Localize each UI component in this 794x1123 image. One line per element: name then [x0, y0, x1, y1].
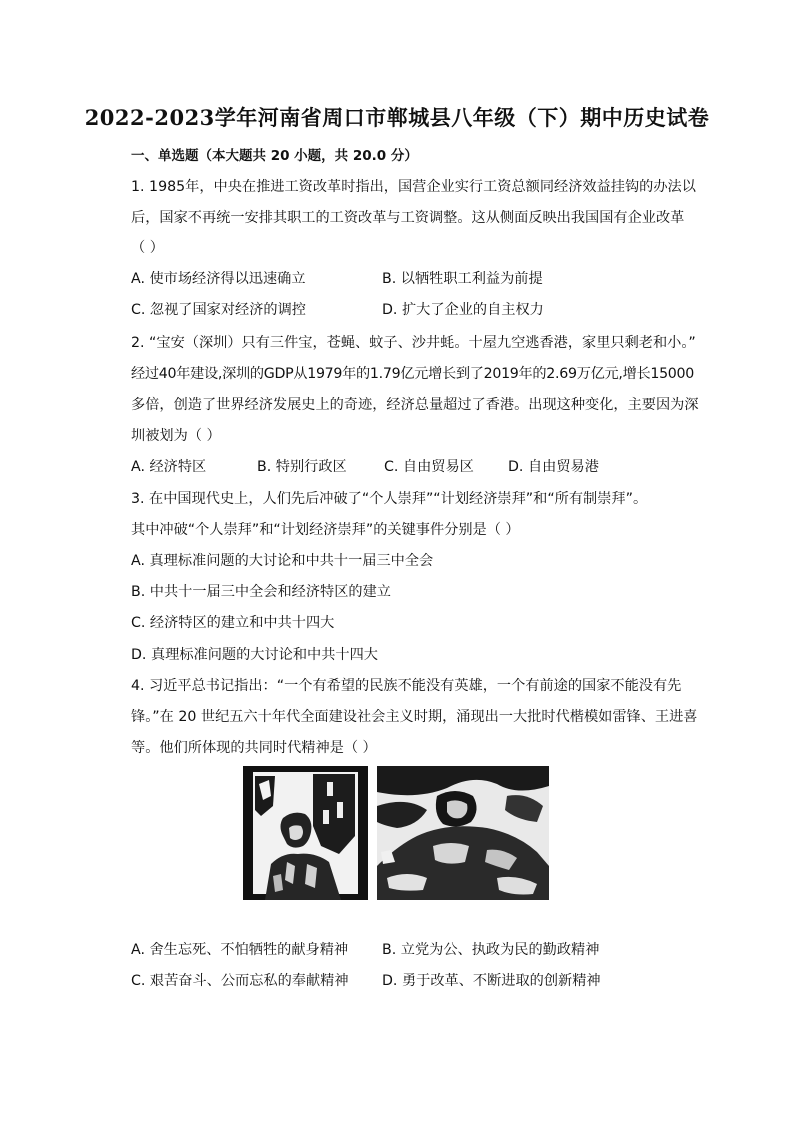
q2-option-c[interactable]: C. 自由贸易区 [384, 459, 474, 475]
q4-line-1: 4. 习近平总书记指出：“一个有希望的民族不能没有英雄，一个有前途的国家不能没有先 [131, 678, 682, 694]
q4-option-a[interactable]: A. 舍生忘死、不怕牺牲的献身精神 [131, 942, 349, 958]
q3-line-1: 3. 在中国现代史上，人们先后冲破了“个人崇拜”“计划经济崇拜”和“所有制崇拜”。 [131, 491, 648, 507]
q2-option-a[interactable]: A. 经济特区 [131, 459, 207, 475]
q1-option-c[interactable]: C. 忽视了国家对经济的调控 [131, 302, 306, 318]
q1-line-3: （ ） [131, 240, 164, 256]
q4-option-c[interactable]: C. 艰苦奋斗、公而忘私的奉献精神 [131, 973, 349, 989]
q3-option-d[interactable]: D. 真理标准问题的大讨论和中共十四大 [131, 647, 378, 663]
q2-line-2: 经过40年建设,深圳的GDP从1979年的1.79亿元增长到了2019年的2.69万亿元,增长15000 [131, 366, 694, 382]
q2-line-3: 多倍，创造了世界经济发展史上的奇迹，经济总量超过了香港。出现这种变化，主要因为深 [131, 397, 699, 413]
q1-line-2: 后，国家不再统一安排其职工的工资改革与工资调整。这从侧面反映出我国国有企业改革 [131, 210, 685, 226]
q2-option-b[interactable]: B. 特别行政区 [257, 459, 347, 475]
q3-option-b[interactable]: B. 中共十一届三中全会和经济特区的建立 [131, 584, 391, 600]
worker-photo [377, 766, 549, 900]
q1-option-b[interactable]: B. 以牺牲职工利益为前提 [382, 271, 543, 287]
section-heading: 一、单选题（本大题共 20 小题，共 20.0 分） [131, 148, 418, 164]
page-title: 2022-2023学年河南省周口市郸城县八年级（下）期中历史试卷 [84, 105, 710, 130]
q4-line-2: 锋。”在 20 世纪五六十年代全面建设社会主义时期，涌现出一大批时代楷模如雷锋、王进喜 [131, 709, 698, 725]
q4-option-b[interactable]: B. 立党为公、执政为民的勤政精神 [382, 942, 600, 958]
portrait-photo [243, 766, 368, 900]
q3-option-c[interactable]: C. 经济特区的建立和中共十四大 [131, 615, 335, 631]
q3-option-a[interactable]: A. 真理标准问题的大讨论和中共十一届三中全会 [131, 553, 434, 569]
q2-line-4: 圳被划为（ ） [131, 428, 221, 444]
q2-line-1: 2. “宝安（深圳）只有三件宝，苍蝇、蚊子、沙井蚝。十屋九空逃香港，家里只剩老和小。” [131, 335, 696, 351]
q1-option-a[interactable]: A. 使市场经济得以迅速确立 [131, 271, 306, 287]
q1-line-1: 1. 1985年，中央在推进工资改革时指出，国营企业实行工资总额同经济效益挂钩的办法以 [131, 179, 696, 195]
q4-option-d[interactable]: D. 勇于改革、不断进取的创新精神 [382, 973, 601, 989]
q3-line-2: 其中冲破“个人崇拜”和“计划经济崇拜”的关键事件分别是（ ） [131, 522, 520, 538]
q1-option-d[interactable]: D. 扩大了企业的自主权力 [382, 302, 544, 318]
q4-line-3: 等。他们所体现的共同时代精神是（ ） [131, 740, 377, 756]
q2-option-d[interactable]: D. 自由贸易港 [508, 459, 599, 475]
